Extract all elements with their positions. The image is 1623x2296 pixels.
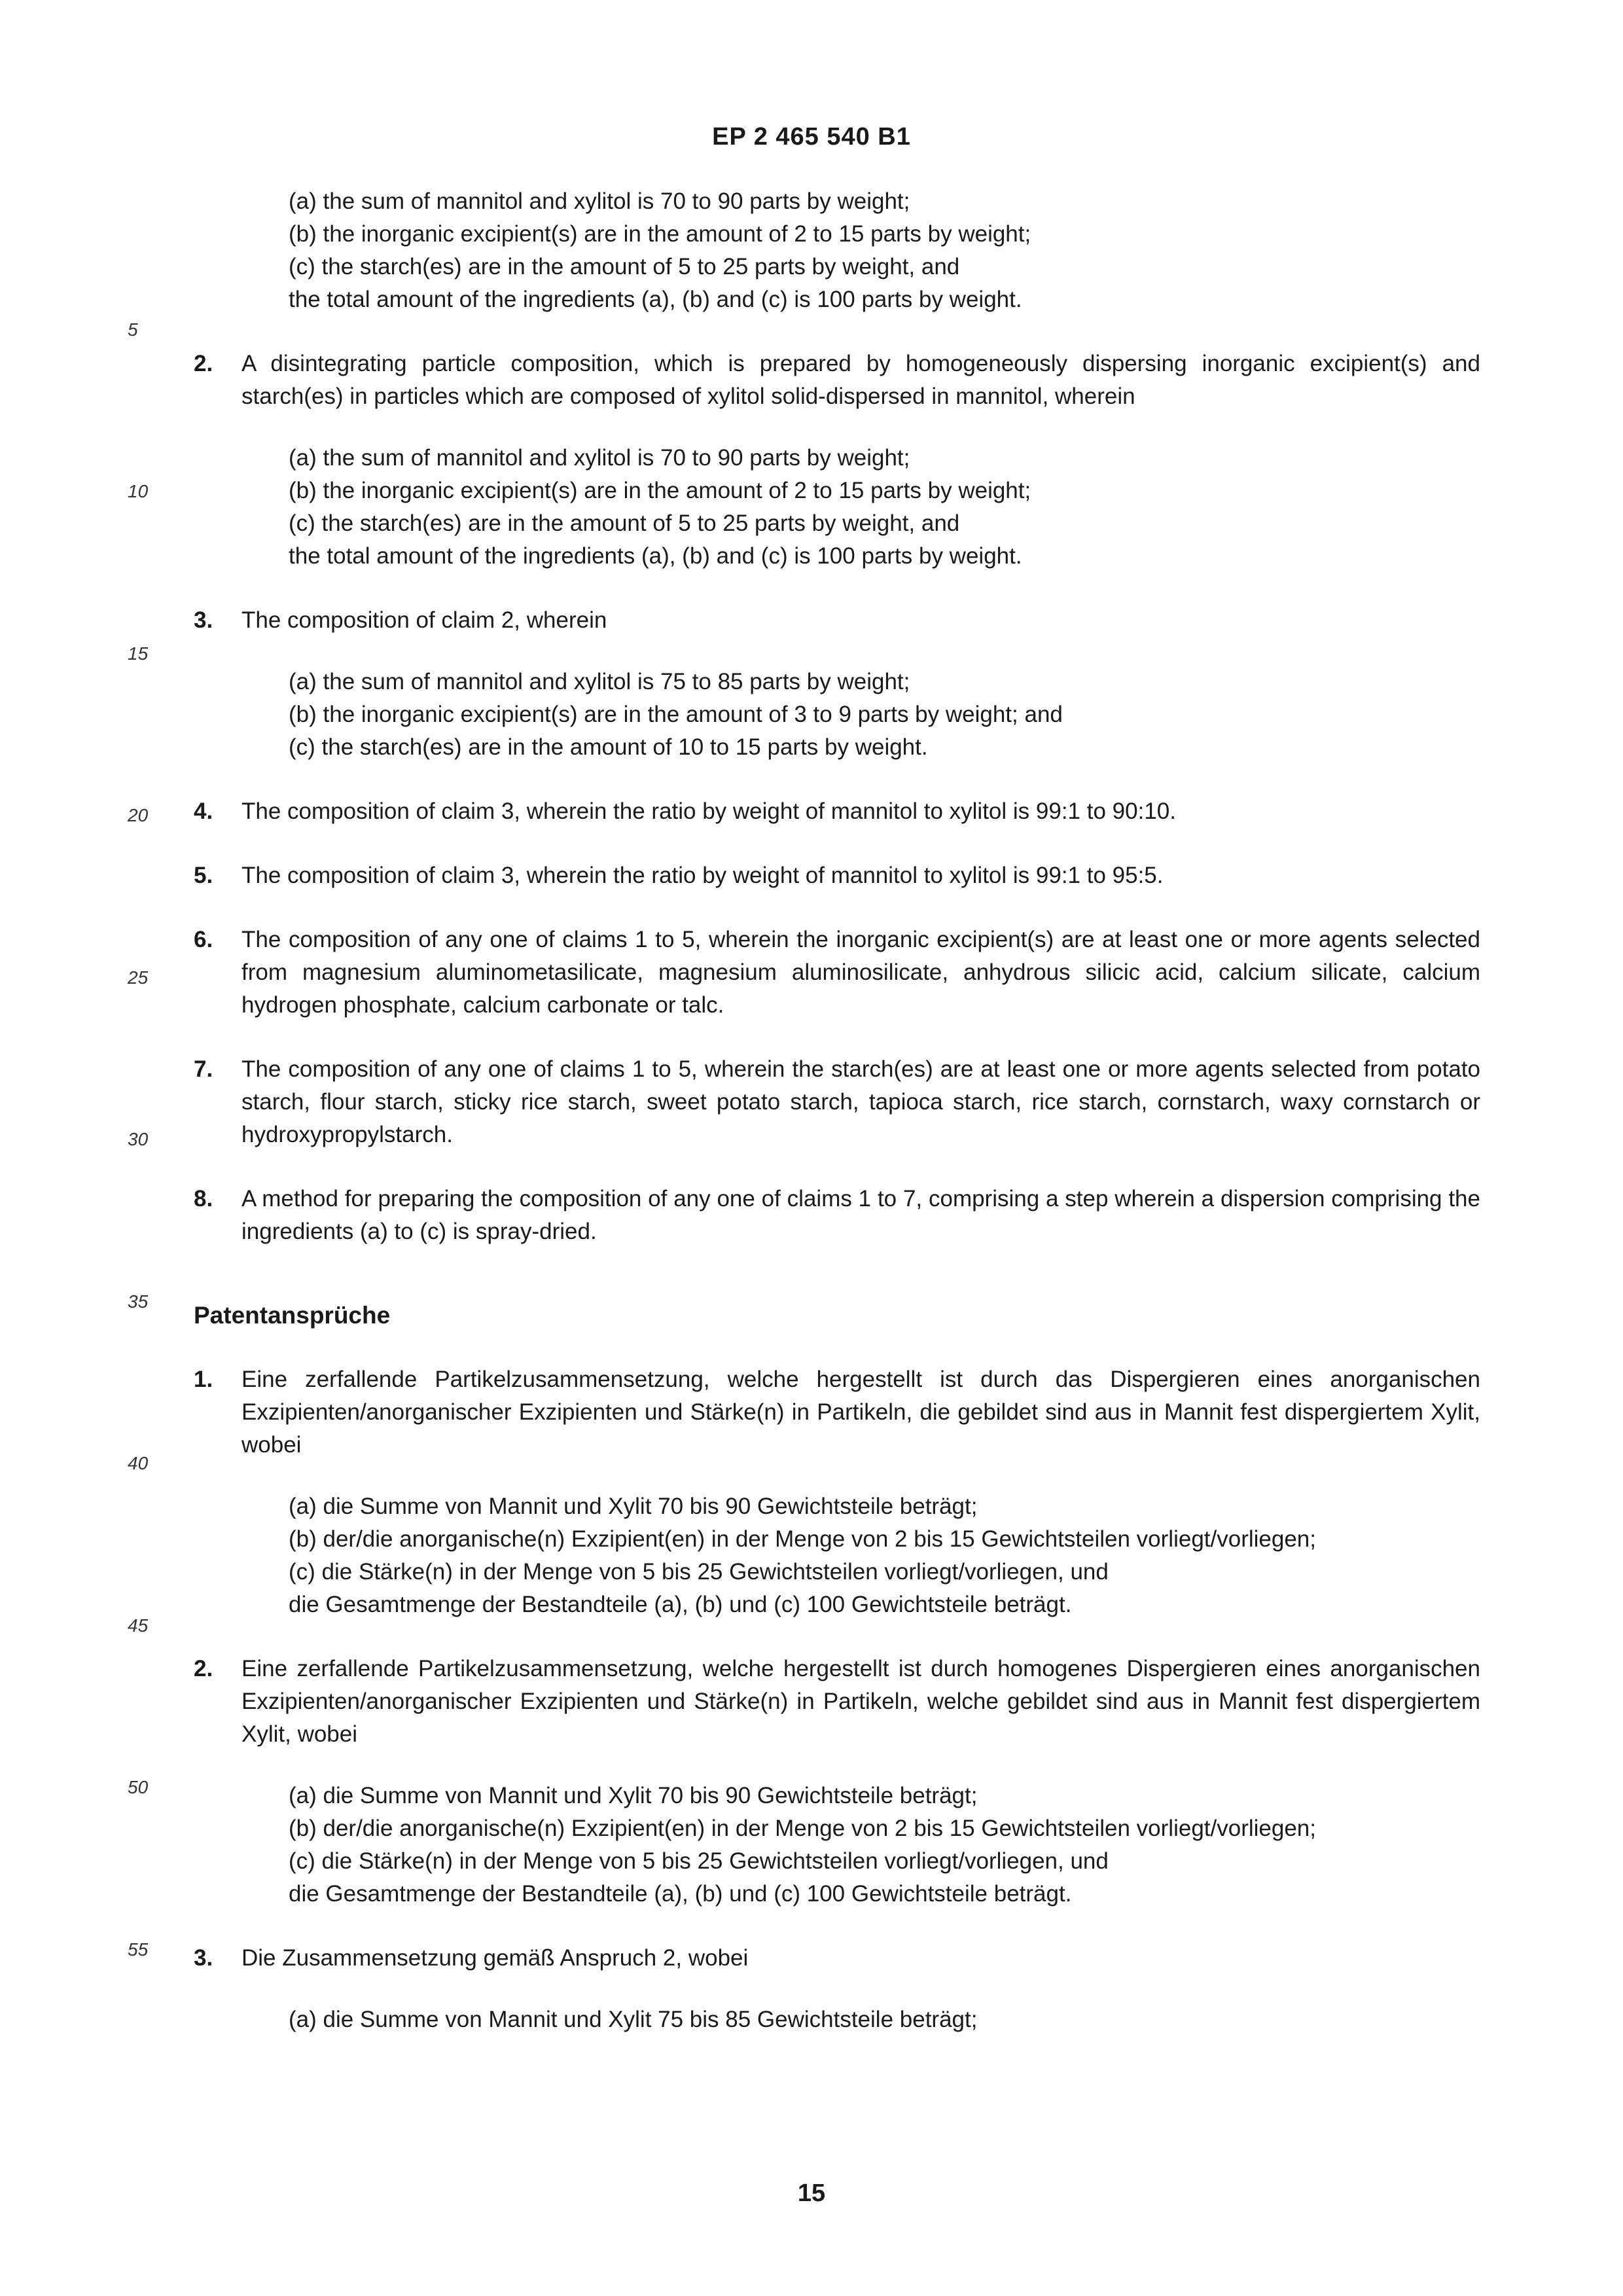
claim-en-7: [194, 1053, 1480, 1151]
claim-item: (a) die Summe von Mannit und Xylit 70 bis 90 Gewichtsteile beträgt;: [289, 1783, 978, 1808]
claim-en-8: [194, 1183, 1480, 1248]
line-number: 30: [128, 1129, 149, 1149]
claim-de-1: [194, 1363, 1480, 1462]
claim-number: 4.: [194, 798, 213, 824]
claim-number: 1.: [194, 1367, 213, 1392]
claim-item: (c) the starch(es) are in the amount of 5 to 25 parts by weight, and: [289, 254, 960, 279]
claim-text: The composition of any one of claims 1 to 5, wherein the inorganic excipient(s) are at least one or more agents selected from magnesium aluminometasilicate, magnesium aluminosilicate, anhydrous silicic acid, calcium silicate, calcium hydrogen phosphate, calcium carbonate or talc.: [241, 927, 1480, 1018]
line-number: 5: [128, 319, 138, 340]
claim-item: (c) die Stärke(n) in der Menge von 5 bis 25 Gewichtsteilen vorliegt/vorliegen, und: [289, 1559, 1109, 1585]
claim-text: Eine zerfallende Partikelzusammensetzung, welche hergestellt ist durch homogenes Dispergieren eines anorganischen Exzipienten/anorganischer Exzipienten und Stärke(n) in Partikeln, welche gebildet sind aus in Mannit fest dispergiertem Xylit, wobei: [241, 1656, 1480, 1747]
section-title-patentansprueche: Patentansprüche: [194, 1302, 391, 1329]
line-number: 15: [128, 643, 149, 664]
claim-item: (b) der/die anorganische(n) Exzipient(en) in der Menge von 2 bis 15 Gewichtsteilen vorliegt/vorliegen;: [289, 1816, 1316, 1841]
line-number: 45: [128, 1615, 149, 1636]
claim-text: A disintegrating particle composition, which is prepared by homogeneously dispersing inorganic excipient(s) and starch(es) in particles which are composed of xylitol solid-dispersed in mannitol, wherein: [241, 351, 1480, 409]
claim-item: (b) the inorganic excipient(s) are in the amount of 2 to 15 parts by weight;: [289, 478, 1031, 503]
claim-item: (b) the inorganic excipient(s) are in the amount of 3 to 9 parts by weight; and: [289, 702, 1063, 727]
claim-text: The composition of any one of claims 1 to 5, wherein the starch(es) are at least one or more agents selected from potato starch, flour starch, sticky rice starch, sweet potato starch, tapioca starch, rice starch, cornstarch, waxy cornstarch or hydroxypropylstarch.: [241, 1056, 1480, 1147]
claim-de-1-items: [289, 1490, 1480, 1621]
claim-number: 2.: [194, 351, 213, 376]
claim-text: A method for preparing the composition of any one of claims 1 to 7, comprising a step wherein a dispersion comprising the ingredients (a) to (c) is spray-dried.: [241, 1186, 1480, 1244]
claim-text: Eine zerfallende Partikelzusammensetzung, welche hergestellt ist durch das Dispergieren eines anorganischen Exzipienten/anorganischer Exzipienten und Stärke(n) in Partikeln, die gebildet sind aus in Mannit fest dispergiertem Xylit, wobei: [241, 1367, 1480, 1458]
claim-item: die Gesamtmenge der Bestandteile (a), (b) und (c) 100 Gewichtsteile beträgt.: [289, 1592, 1072, 1617]
claim-en-6: [194, 924, 1480, 1022]
claim-item: (c) die Stärke(n) in der Menge von 5 bis 25 Gewichtsteilen vorliegt/vorliegen, und: [289, 1848, 1109, 1874]
line-number: 10: [128, 481, 149, 501]
claim-en-3-items: [289, 666, 1480, 764]
claim-item: (a) the sum of mannitol and xylitol is 70 to 90 parts by weight;: [289, 445, 910, 471]
claim-item: die Gesamtmenge der Bestandteile (a), (b) und (c) 100 Gewichtsteile beträgt.: [289, 1881, 1072, 1907]
line-number: 40: [128, 1453, 149, 1473]
claim-number: 5.: [194, 863, 213, 888]
line-number: 25: [128, 967, 149, 988]
claim-item: (b) der/die anorganische(n) Exzipient(en) in der Menge von 2 bis 15 Gewichtsteilen vorliegt/vorliegen;: [289, 1526, 1316, 1552]
claim-number: 3.: [194, 1945, 213, 1971]
claim-item: the total amount of the ingredients (a), (b) and (c) is 100 parts by weight.: [289, 287, 1022, 312]
claim-number: 2.: [194, 1656, 213, 1681]
page-number: 15: [797, 2179, 826, 2207]
claim-text: Die Zusammensetzung gemäß Anspruch 2, wobei: [241, 1945, 749, 1971]
claim-item: (c) the starch(es) are in the amount of 5 to 25 parts by weight, and: [289, 511, 960, 536]
claim-en-2: [194, 348, 1480, 413]
claim-item: (a) the sum of mannitol and xylitol is 75 to 85 parts by weight;: [289, 669, 910, 694]
claim-en-2-items: [289, 442, 1480, 573]
claim-de-2-items: [289, 1780, 1480, 1910]
document-body: [194, 185, 1480, 2036]
claim-item: the total amount of the ingredients (a), (b) and (c) is 100 parts by weight.: [289, 543, 1022, 569]
claim-number: 3.: [194, 607, 213, 633]
claim-item: (c) the starch(es) are in the amount of 10 to 15 parts by weight.: [289, 734, 928, 760]
claim-de-3: [194, 1942, 1480, 1975]
claim-number: 7.: [194, 1056, 213, 1082]
claim-item: (a) the sum of mannitol and xylitol is 70 to 90 parts by weight;: [289, 188, 910, 214]
claim-en-1-continuation: [289, 185, 1480, 316]
line-number-margin: [0, 0, 170, 2296]
claim-en-3: [194, 604, 1480, 637]
line-number: 20: [128, 805, 149, 825]
line-number: 35: [128, 1291, 149, 1312]
line-number: 55: [128, 1939, 149, 1960]
claim-number: 6.: [194, 927, 213, 952]
claim-en-4: [194, 795, 1480, 828]
claim-text: The composition of claim 3, wherein the ratio by weight of mannitol to xylitol is 99:1 to 95:5.: [241, 863, 1164, 888]
claim-number: 8.: [194, 1186, 213, 1211]
claim-item: (a) die Summe von Mannit und Xylit 75 bis 85 Gewichtsteile beträgt;: [289, 2007, 978, 2032]
line-number: 50: [128, 1777, 149, 1797]
claim-item: (b) the inorganic excipient(s) are in the amount of 2 to 15 parts by weight;: [289, 221, 1031, 247]
claim-item: (a) die Summe von Mannit und Xylit 70 bis 90 Gewichtsteile beträgt;: [289, 1494, 978, 1519]
document-header: EP 2 465 540 B1: [712, 123, 911, 151]
claim-text: The composition of claim 3, wherein the ratio by weight of mannitol to xylitol is 99:1 to 90:10.: [241, 798, 1176, 824]
claim-en-5: [194, 859, 1480, 892]
claim-de-2: [194, 1653, 1480, 1751]
claim-de-3-items: [289, 2003, 1480, 2036]
claim-text: The composition of claim 2, wherein: [241, 607, 607, 633]
